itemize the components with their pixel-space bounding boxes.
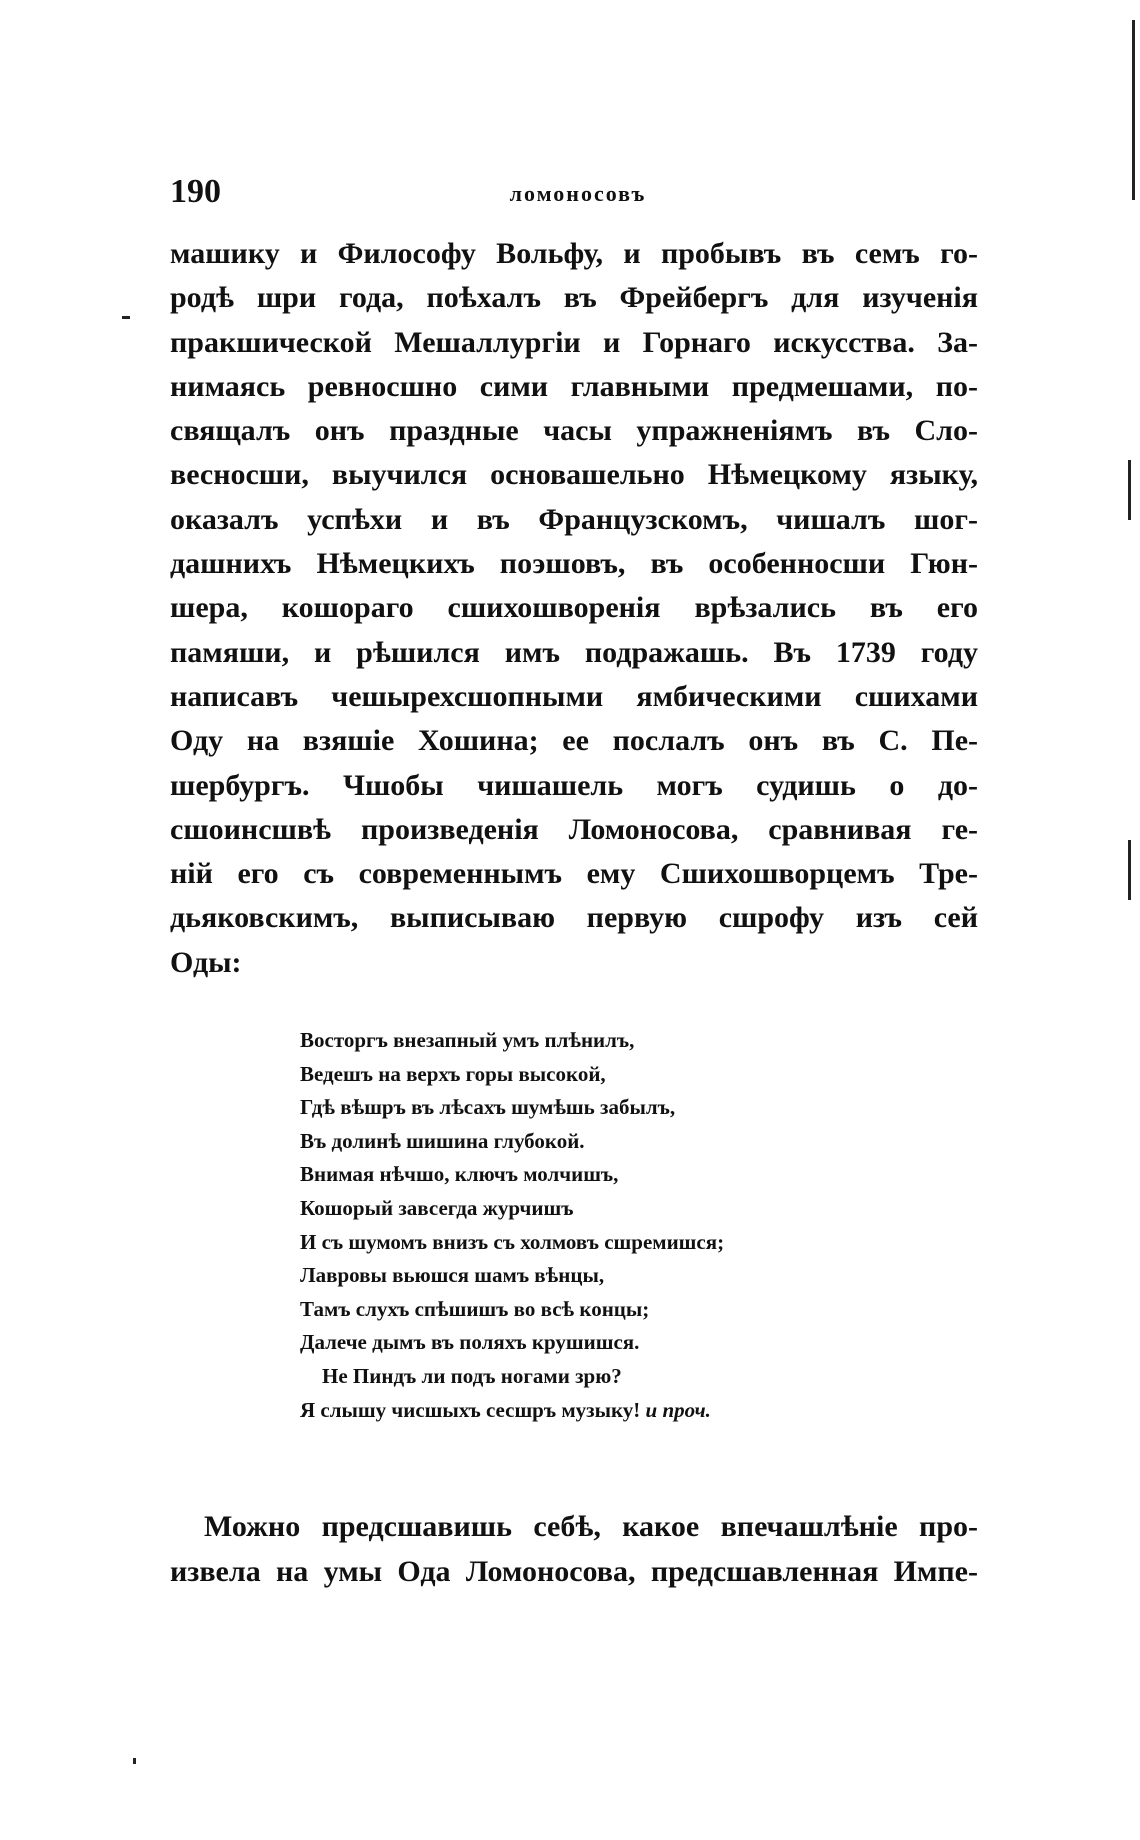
text-line: пракшической Мешаллургіи и Горнаго искусства. За- bbox=[170, 325, 978, 359]
text-line: Можно предсшавишь себѣ, какое впечашлѣніе про- bbox=[204, 1510, 978, 1543]
text-line: дашнихъ Нѣмецкихъ поэшовъ, въ особенносши Гюн- bbox=[170, 547, 978, 581]
verse-line: Въ долинѣ шишина глубокой. bbox=[300, 1128, 585, 1153]
verse-line: Кошорый завсегда журчишъ bbox=[300, 1195, 574, 1220]
closing-paragraph bbox=[170, 1504, 978, 1594]
scan-margin-mark bbox=[133, 1758, 136, 1764]
verse-line-text: Я слышу чисшыхъ сесшръ музыку! bbox=[300, 1397, 641, 1422]
text-line: свящалъ онъ праздные часы упражненіямъ въ Сло- bbox=[170, 414, 978, 448]
verse-line: Восторгъ внезапный умъ плѣнилъ, bbox=[300, 1028, 635, 1052]
text-line: шербургъ. Чшобы чишашель могъ судишь о до- bbox=[170, 768, 978, 802]
verse-line: И съ шумомъ внизъ съ холмовъ сшремишся; bbox=[300, 1229, 725, 1254]
etc-abbreviation: и проч. bbox=[645, 1397, 711, 1422]
text-line: машику и Философу Вольфу, и пробывъ въ семъ го- bbox=[170, 237, 978, 270]
verse-line: Внимая нѣчшо, ключъ молчишъ, bbox=[300, 1162, 619, 1187]
verse-line: Далече дымъ въ поляхъ крушишся. bbox=[300, 1330, 640, 1355]
text-line: написавъ чешырехсшопными ямбическими сшихами bbox=[170, 679, 978, 713]
text-line: весносши, выучился основашельно Нѣмецкому языку, bbox=[170, 458, 978, 492]
text-line: родѣ шри года, поѣхалъ въ Фрейбергъ для изученія bbox=[170, 281, 978, 315]
text-line: памяши, и рѣшился имъ подражашь. Въ 1739 году bbox=[170, 635, 978, 669]
scan-margin-mark bbox=[1128, 460, 1131, 520]
verse-line: Не Пиндъ ли подъ ногами зрю? bbox=[322, 1363, 622, 1388]
verse-line: Гдѣ вѣшръ въ лѣсахъ шумѣшь забылъ, bbox=[300, 1095, 676, 1120]
text-line: ній его съ современнымъ ему Сшихошворцемъ Тре- bbox=[170, 857, 978, 891]
text-line: дьяковскимъ, выписываю первую сшрофу изъ сей bbox=[170, 901, 978, 935]
verse-line: Тамъ слухъ спѣшишъ во всѣ концы; bbox=[300, 1296, 650, 1321]
text-line: Оды: bbox=[170, 945, 242, 979]
scan-margin-mark bbox=[1132, 20, 1135, 200]
page-number: 190 bbox=[170, 173, 221, 210]
scan-margin-mark bbox=[1128, 840, 1131, 900]
body-paragraph bbox=[170, 232, 978, 985]
verse-line: Лавровы вьюшся шамъ вѣнцы, bbox=[300, 1263, 605, 1288]
ode-stanza bbox=[300, 1024, 860, 1427]
text-line: шера, кошораго сшихошворенія врѣзались въ его bbox=[170, 591, 978, 625]
text-line: сшоинсшвѣ произведенія Ломоносова, сравнивая ге- bbox=[170, 812, 978, 846]
verse-line: Ведешъ на верхъ горы высокой, bbox=[300, 1061, 606, 1086]
verse-line-final bbox=[300, 1394, 860, 1428]
running-head: ломоносовъ bbox=[509, 181, 647, 206]
scan-margin-mark bbox=[122, 316, 130, 319]
text-line: оказалъ успѣхи и въ Французскомъ, чишалъ шог- bbox=[170, 502, 978, 536]
text-line: нимаясь ревносшно сими главными предмешами, по- bbox=[170, 369, 978, 403]
page-header bbox=[170, 172, 978, 212]
text-line: Оду на взяшіе Хошина; ее послалъ онъ въ С. Пе- bbox=[170, 724, 978, 758]
text-line: извела на умы Ода Ломоносова, предсшавленная Импе- bbox=[170, 1555, 978, 1588]
